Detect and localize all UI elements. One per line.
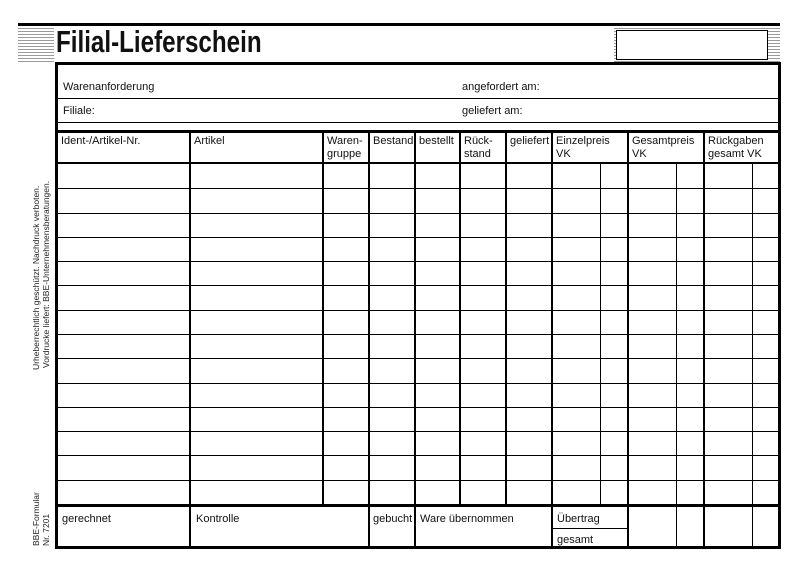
footer-column-line [414,506,416,546]
copyright-note-line2: Vordrucke liefert: BBE-Unternehmensberatungen. [41,180,51,368]
table-top-border [56,130,780,133]
table-row-line [56,334,780,335]
table-header-border [56,162,780,164]
column-header-label: Waren- [327,135,363,147]
ware-uebernommen-label: Ware übernommen [420,513,514,525]
table-column-line [368,133,370,504]
column-header-label: Einzelpreis [556,135,610,147]
warenanforderung-label: Warenanforderung [63,81,155,93]
info-divider [56,98,780,99]
table-row-line [56,480,780,481]
footer-subcolumn-line [752,506,753,546]
column-header-label: Artikel [194,135,225,147]
gesamt-label: gesamt [557,534,594,546]
table-row-line [56,431,780,432]
form-number-line2: Nr. 7201 [41,513,51,546]
column-header-label: gruppe [327,148,362,160]
geliefert-am-label: geliefert am: [462,105,523,117]
table-column-line [505,133,507,504]
table-column-line [551,133,553,504]
column-header-label: Rückgaben [708,135,764,147]
column-header-label: geliefert [510,135,550,147]
info-divider [56,122,780,123]
footer-column-line [551,506,553,546]
title-number-field[interactable] [616,30,768,60]
table-column-line [627,133,629,504]
filiale-label: Filiale: [63,105,95,117]
table-column-line [414,133,416,504]
table-row-line [56,358,780,359]
form-number-line1: BBE-Formular [31,492,41,546]
table-row-line [56,237,780,238]
table-row-line [56,188,780,189]
table-column-line [703,133,705,504]
footer-subcolumn-line [676,506,677,546]
table-row-line [56,383,780,384]
table-row-line [56,310,780,311]
footer-total-divider [551,528,627,529]
uebertrag-label: Übertrag [557,513,600,525]
price-subcolumn-line [600,164,601,504]
table-row-line [56,455,780,456]
table-footer-border [56,504,780,507]
column-header-label: Gesamtpreis [632,135,695,147]
column-header-label: Ident-/Artikel-Nr. [61,135,141,147]
table-row-line [56,407,780,408]
kontrolle-label: Kontrolle [196,513,240,525]
angefordert-am-label: angefordert am: [462,81,540,93]
column-header-label: VK [556,148,571,160]
table-column-line [322,133,324,504]
column-header-label: bestellt [419,135,454,147]
column-header-label: VK [632,148,647,160]
footer-column-line [368,506,370,546]
column-header-label: Rück- [464,135,493,147]
column-header-label: Bestand [373,135,414,147]
footer-column-line [189,506,191,546]
copyright-note-line1: Urheberrechtlich geschützt. Nachdruck verboten. [31,185,41,370]
gebucht-label: gebucht [373,513,413,525]
price-subcolumn-line [752,164,753,504]
column-header-label: gesamt VK [708,148,762,160]
gerechnet-label: gerechnet [62,513,111,525]
table-column-line [459,133,461,504]
page-title: Filial-Lieferschein [56,24,262,59]
table-row-line [56,261,780,262]
footer-column-line [703,506,705,546]
table-row-line [56,213,780,214]
price-subcolumn-line [676,164,677,504]
footer-column-line [627,506,629,546]
table-column-line [189,133,191,504]
table-row-line [56,285,780,286]
column-header-label: stand [464,148,491,160]
